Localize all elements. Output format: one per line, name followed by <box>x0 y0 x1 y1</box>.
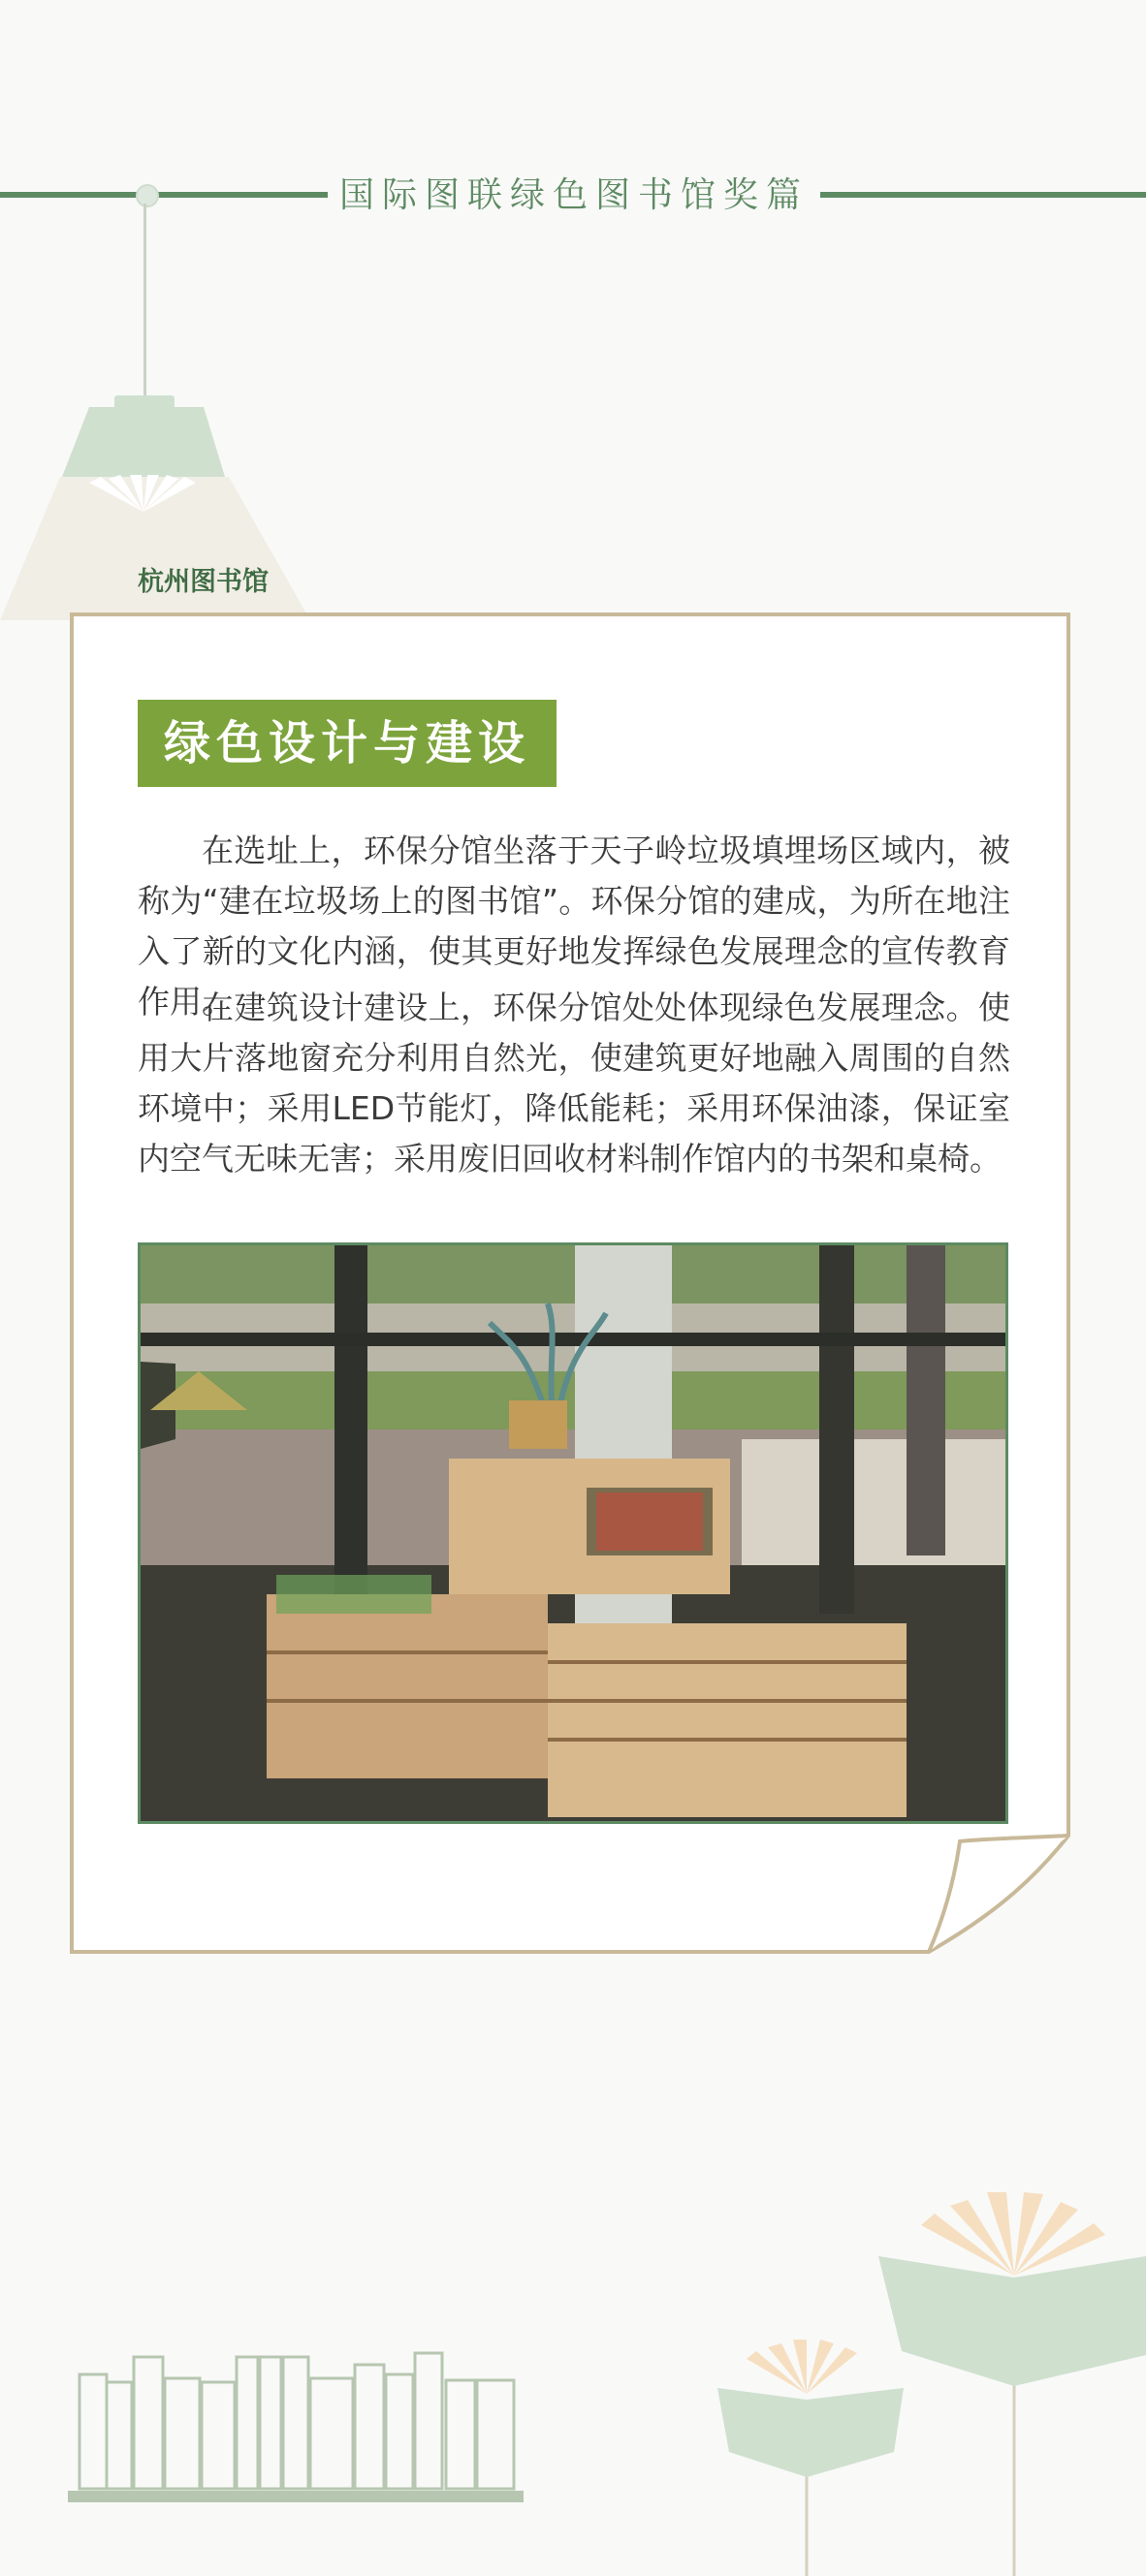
lamp-shade <box>62 407 225 477</box>
open-book-icon-large <box>878 2192 1146 2576</box>
header-rule-right <box>820 192 1146 198</box>
open-book-icon-small <box>717 2340 904 2576</box>
lamp-cap <box>114 395 175 409</box>
page-title: 国际图联绿色图书馆奖篇 <box>338 175 809 215</box>
lamp-cord <box>143 204 146 397</box>
photo-illustration <box>141 1245 1005 1821</box>
lamp-hook <box>136 184 159 207</box>
library-interior-photo <box>138 1242 1008 1824</box>
paragraph-1: 在选址上，环保分馆坐落于天子岭垃圾填埋场区域内，被称为“建在垃圾场上的图书馆”。环保分馆的建成，为所在地注入了新的文化内涵，使其更好地发挥绿色发展理念的宣传教育作用。 <box>138 832 1010 1021</box>
bottom-decorations <box>0 2132 1146 2576</box>
section-heading: 绿色设计与建设 <box>163 716 530 770</box>
paragraph-2: 在建筑设计建设上，环保分馆处处体现绿色发展理念。使用大片落地窗充分利用自然光，使建筑更好地融入周围的自然环境中；采用LED节能灯，降低能耗；采用环保油漆，保证室内空气无味无害；采用废旧回收材料制作馆内的书架和桌椅。 <box>138 989 1010 1178</box>
header-rule-left <box>0 192 328 198</box>
section-label: 杭州图书馆 <box>138 567 269 597</box>
book-shelf-icon <box>68 2353 524 2502</box>
